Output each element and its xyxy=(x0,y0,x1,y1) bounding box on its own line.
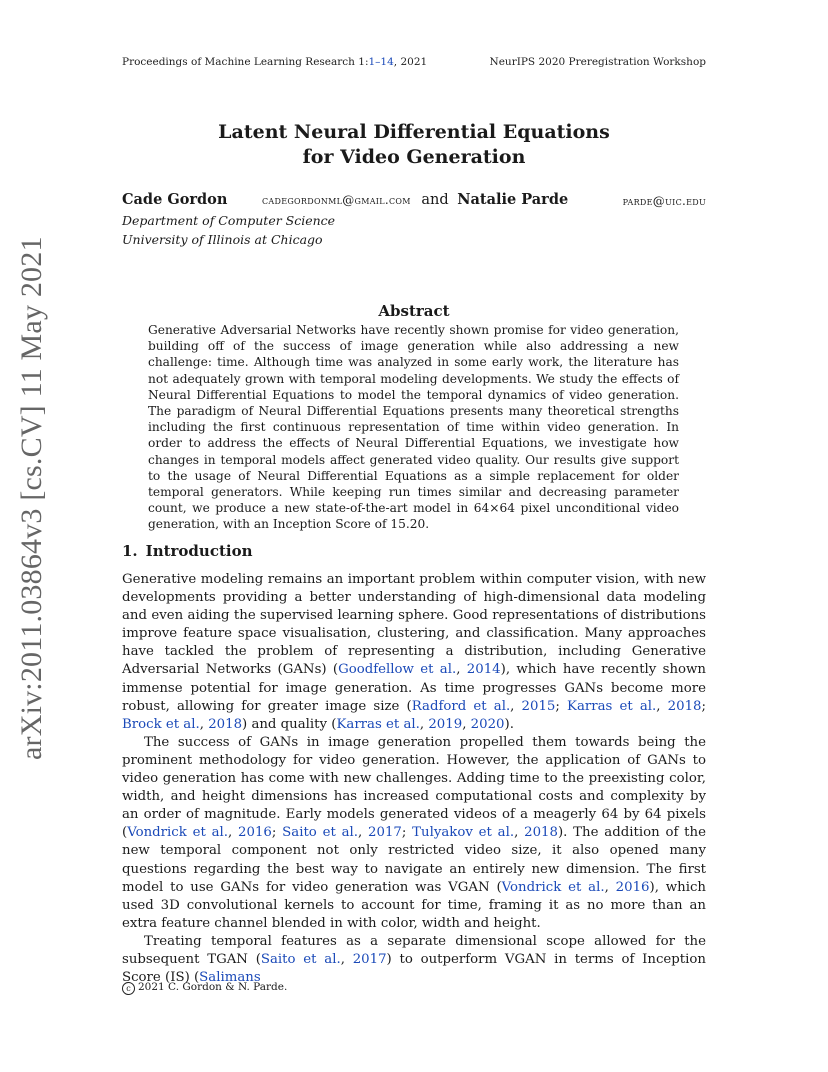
copyright-text: 2021 C. Gordon & N. Parde. xyxy=(138,981,288,993)
author-1-email: cadegordonml@gmail.com xyxy=(262,193,411,207)
running-header-left: Proceedings of Machine Learning Research 1:1–14, 2021 xyxy=(122,56,428,68)
citation-year-link[interactable]: 2018 xyxy=(524,825,558,841)
paragraph: Treating temporal features as a separate dimensional scope allowed for the subsequent TGAN (Saito et al., 2017) to outperform VGAN in terms of Inception Score (IS) (Salimans xyxy=(122,933,706,986)
page-range-link[interactable]: 1–14 xyxy=(368,56,394,68)
citation-link[interactable]: Salimans xyxy=(199,970,261,986)
citation-year-link[interactable]: 2016 xyxy=(238,825,272,841)
citation-link[interactable]: Karras et al. xyxy=(336,716,420,732)
paper-title xyxy=(122,120,706,170)
citation-link[interactable]: Goodfellow et al. xyxy=(338,662,457,678)
citation-year-link[interactable]: 2020 xyxy=(470,716,505,732)
citation-link[interactable]: Brock et al. xyxy=(122,716,200,732)
citation-year-link[interactable]: 2017 xyxy=(368,825,402,841)
department: Department of Computer Science xyxy=(122,213,336,228)
citation-link[interactable]: Vondrick et al. xyxy=(127,825,228,841)
citation-year-link[interactable]: 2016 xyxy=(615,879,650,895)
affiliation xyxy=(122,211,335,249)
author-2-name: Natalie Parde xyxy=(457,191,569,208)
citation-year-link[interactable]: 2017 xyxy=(352,951,387,967)
section-number: 1. xyxy=(122,542,138,560)
citation-link[interactable]: Tulyakov et al. xyxy=(412,825,515,841)
citation-year-link[interactable]: 2015 xyxy=(521,698,556,714)
university: University of Illinois at Chicago xyxy=(122,232,323,247)
section-heading xyxy=(122,542,253,560)
author-line xyxy=(122,191,706,208)
citation-link[interactable]: Saito et al. xyxy=(282,825,359,841)
title-line-2: for Video Generation xyxy=(302,146,526,168)
citation-link[interactable]: Radford et al. xyxy=(411,698,511,714)
copyright-footer xyxy=(122,981,287,995)
citation-year-link[interactable]: 2018 xyxy=(208,716,243,732)
citation-year-link[interactable]: 2018 xyxy=(667,698,702,714)
running-header-right: NeurIPS 2020 Preregistration Workshop xyxy=(489,56,706,68)
citation-link[interactable]: Saito et al. xyxy=(260,951,341,967)
paragraph: The success of GANs in image generation propelled them towards being the prominent methodology for video generation. However, the application of GANs to video generation has come with new challenges. Adding time to the preexisting color, width, and height dimensions has increased computational costs and complexity by an order of magnitude. Early models generated videos of a meagerly 64 by 64 pixels (Vondrick et al., 2016; Saito et al., 2017; Tulyakov et al., 2018). The addition of the new temporal component not only restricted video size, it also opened many questions regarding the best way to navigate an entirely new dimension. The first model to use GANs for video generation was VGAN (Vondrick et al., 2016), which used 3D convolutional kernels to account for time, framing it as no more than an extra feature channel blended in with color, width and height. xyxy=(122,734,706,931)
citation-year-link[interactable]: 2019 xyxy=(428,716,463,732)
citation-link[interactable]: Karras et al. xyxy=(567,698,657,714)
section-title: Introduction xyxy=(145,542,253,560)
citation-year-link[interactable]: 2014 xyxy=(466,662,501,678)
author-1-name: Cade Gordon xyxy=(122,191,228,208)
arxiv-stamp: arXiv:2011.03864v3 [cs.CV] 11 May 2021 xyxy=(15,236,48,760)
author-2-email: parde@uic.edu xyxy=(622,194,706,208)
author-conjunction: and xyxy=(421,192,449,208)
body-text xyxy=(122,571,706,987)
citation-link[interactable]: Vondrick et al. xyxy=(501,879,605,895)
copyright-icon: c xyxy=(122,982,135,995)
abstract-heading: Abstract xyxy=(378,302,450,320)
title-line-1: Latent Neural Differential Equations xyxy=(218,121,610,143)
paragraph: Generative modeling remains an important problem within computer vision, with new developments providing a better understanding of high-dimensional data modeling and even aiding the supervised learning sphere. Good representations of distributions improve feature space visualisation, clustering, and classification. Many approaches have tackled the problem of representing a distribution, including Generative Adversarial Networks (GANs) (Goodfellow et al., 2014), which have recently shown immense potential for image generation. As time progresses GANs become more robust, allowing for greater image size (Radford et al., 2015; Karras et al., 2018; Brock et al., 2018) and quality (Karras et al., 2019, 2020). xyxy=(122,572,706,732)
abstract-text: Generative Adversarial Networks have recently shown promise for video generation, building off of the success of image generation while also addressing a new challenge: time. Although time was analyzed in some early work, the literature has not adequately grown with temporal modeling developments. We study the effects of Neural Differential Equations to model the temporal dynamics of video generation. The paradigm of Neural Differential Equations presents many theoretical strengths including the first continuous representation of time within video generation. In order to address the effects of Neural Differential Equations, we investigate how changes in temporal models affect generated video quality. Our results give support to the usage of Neural Differential Equations as a simple replacement for older temporal generators. While keeping run times similar and decreasing parameter count, we produce a new state-of-the-art model in 64×64 pixel unconditional video generation, with an Inception Score of 15.20. xyxy=(148,323,679,532)
